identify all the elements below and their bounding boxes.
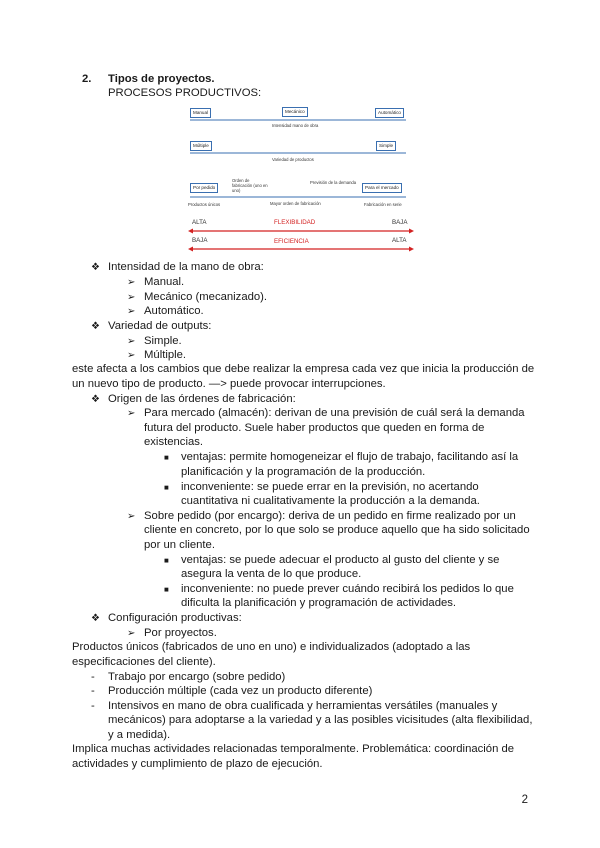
caption-right-small: Fabricación en serie — [364, 202, 402, 207]
dash-bullet-icon: - — [91, 700, 95, 712]
paragraph-line: actividades y cumplimiento de plazo de ejecución. — [72, 758, 323, 770]
list-item: Simple. — [144, 335, 182, 347]
list-item: Mecánico (mecanizado). — [144, 291, 268, 303]
list-item: Variedad de outputs: — [108, 320, 212, 332]
paragraph-line: Productos únicos (fabricados de uno en uno) e individualizados (adoptado a las — [72, 641, 471, 653]
efic-right: ALTA — [392, 237, 407, 244]
list-item-cont: dificulta la planificación y programación de actividades. — [181, 597, 457, 609]
paragraph-line: especificaciones del cliente). — [72, 656, 216, 668]
section-title: Tipos de proyectos. — [108, 73, 215, 85]
diamond-bullet-icon: ❖ — [91, 262, 100, 273]
flex-right: BAJA — [392, 219, 408, 226]
arrow-bullet-icon: ➢ — [127, 628, 136, 639]
arrow-bullet-icon: ➢ — [127, 277, 136, 288]
diamond-bullet-icon: ❖ — [91, 394, 100, 405]
subheading: PROCESOS PRODUCTIVOS: — [108, 87, 262, 99]
note-right: Previsión de la demanda — [310, 180, 357, 185]
caption-variedad: Variedad de productos — [272, 157, 314, 162]
arrow-bullet-icon: ➢ — [127, 292, 136, 303]
caption-configuracion: Mayor orden de fabricación — [270, 201, 321, 206]
page-number: 2 — [521, 794, 528, 806]
process-diagram — [186, 101, 416, 255]
list-item: ventajas: se puede adecuar el producto al gusto del cliente y se — [181, 554, 500, 566]
list-item: inconveniente: no puede prever cuándo recibirá los pedidos lo que — [181, 583, 514, 595]
square-bullet-icon: ■ — [164, 585, 169, 594]
square-bullet-icon: ■ — [164, 483, 169, 492]
list-item: Producción múltiple (cada vez un producto diferente) — [108, 685, 373, 697]
box-simple: Simple — [376, 141, 396, 151]
box-multiple: Múltiple — [190, 141, 212, 151]
list-item: Trabajo por encargo (sobre pedido) — [108, 671, 286, 683]
note-left: Orden de fabricación (uno en uno) — [232, 178, 268, 193]
arrow-bullet-icon: ➢ — [127, 408, 136, 419]
list-item: Intensivos en mano de obra cualificada y herramientas versátiles (manuales y — [108, 700, 498, 712]
efic-left: BAJA — [192, 237, 208, 244]
box-automatico: Automático — [375, 108, 404, 118]
paragraph-line: este afecta a los cambios que debe realizar la empresa cada vez que inicia la producción de — [72, 363, 535, 375]
list-item: Manual. — [144, 276, 185, 288]
flex-label: FLEXIBILIDAD — [274, 219, 316, 226]
list-item-cont: asegura la venta de lo que produce. — [181, 568, 362, 580]
diamond-bullet-icon: ❖ — [91, 321, 100, 332]
list-item-cont: cliente en concreto, por lo que solo se produce aquello que ha sido solicitado — [144, 524, 530, 536]
list-item: Para mercado (almacén): derivan de una previsión de cuál será la demanda — [144, 407, 525, 419]
list-item: Por proyectos. — [144, 627, 217, 639]
box-manual: Manual — [190, 108, 211, 118]
flex-left: ALTA — [192, 219, 207, 226]
square-bullet-icon: ■ — [164, 453, 169, 462]
list-item-cont: y a medida). — [108, 729, 171, 741]
list-item-cont: por un cliente. — [144, 539, 215, 551]
list-item-cont: mecánicos) para adoptarse a la variedad y a las posibles vicisitudes (alta flexibilidad, — [108, 714, 533, 726]
list-item: inconveniente: se puede errar en la previsión, no acertando — [181, 481, 479, 493]
dash-bullet-icon: - — [91, 685, 95, 697]
list-item: Origen de las órdenes de fabricación: — [108, 393, 296, 405]
list-item-cont: cuantitativa ni cualitativamente la producción a la demanda. — [181, 495, 480, 507]
arrow-bullet-icon: ➢ — [127, 306, 136, 317]
list-item: Configuración productivas: — [108, 612, 242, 624]
arrow-bullet-icon: ➢ — [127, 511, 136, 522]
box-para-mercado: Para el mercado — [362, 183, 402, 193]
list-item-cont: existencias. — [144, 436, 204, 448]
box-mecanico: Mecánico — [282, 107, 308, 117]
list-item: Sobre pedido (por encargo): deriva de un pedido en firme realizado por un — [144, 510, 516, 522]
diamond-bullet-icon: ❖ — [91, 613, 100, 624]
list-item: Automático. — [144, 305, 204, 317]
list-item-cont: futura del producto. Suele haber productos que queden en forma de — [144, 422, 485, 434]
arrow-bullet-icon: ➢ — [127, 350, 136, 361]
arrow-bullet-icon: ➢ — [127, 336, 136, 347]
paragraph-line: Implica muchas actividades relacionadas temporalmente. Problemática: coordinación de — [72, 743, 515, 755]
list-item: ventajas: permite homogeneizar el flujo de trabajo, facilitando así la — [181, 451, 519, 463]
caption-mano-obra: Intensidad mano de obra — [272, 123, 319, 128]
square-bullet-icon: ■ — [164, 556, 169, 565]
caption-left-small: Productos únicos — [188, 202, 221, 207]
list-item-cont: planificación y la programación de la producción. — [181, 466, 426, 478]
dash-bullet-icon: - — [91, 671, 95, 683]
efic-label: EFICIENCIA — [274, 238, 309, 245]
list-item: Múltiple. — [144, 349, 187, 361]
list-item: Intensidad de la mano de obra: — [108, 261, 264, 273]
section-number: 2. — [82, 73, 92, 85]
box-por-pedido: Por pedido — [190, 183, 218, 193]
paragraph-line: un nuevo tipo de producto. —> puede provocar interrupciones. — [72, 378, 386, 390]
